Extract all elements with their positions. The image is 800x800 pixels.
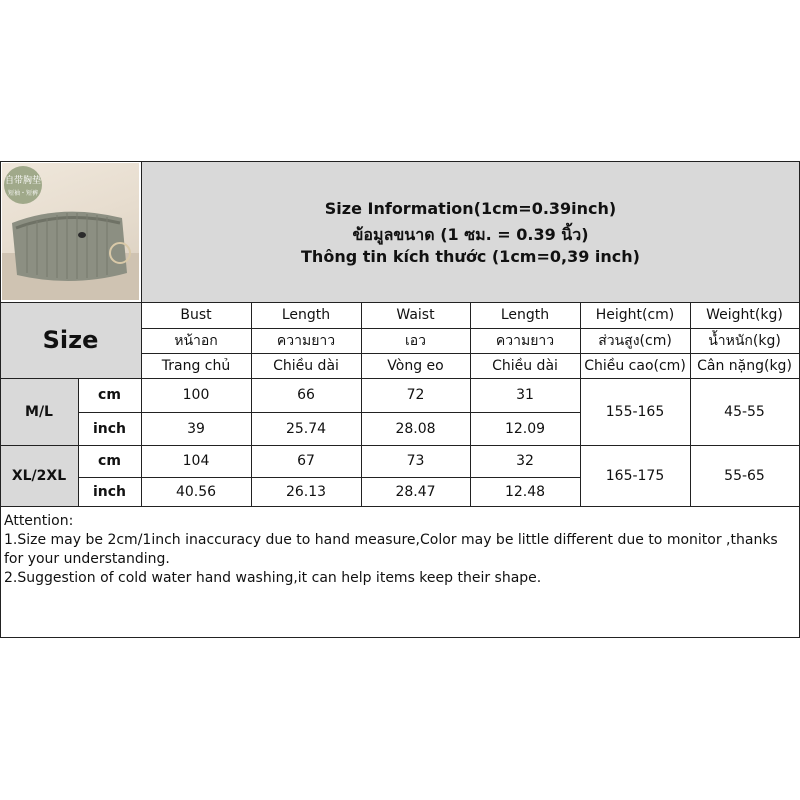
height-range: 165-175 [605,467,665,484]
unit-label-cm: cm [98,453,121,469]
badge-line-2: 短袖・短裤 [7,190,39,197]
col-header-vi: Cân nặng(kg) [697,357,792,374]
product-image-illustration [2,163,139,300]
col-header-en: Waist [396,307,435,323]
weight-range: 45-55 [724,403,765,420]
table-cell: 26.13 [285,483,327,500]
table-cell: 12.48 [504,483,546,500]
size-label: XL/2XL [11,467,67,484]
product-image [2,163,139,300]
table-cell: 72 [406,387,425,403]
unit-label-inch: inch [92,420,127,437]
table-cell: 31 [516,387,534,403]
title-en: Size Information(1cm=0.39inch) [324,199,617,218]
size-label: M/L [25,403,53,420]
badge-line-1: 自带胸垫 [4,176,42,186]
col-header-th: เอว [404,332,427,349]
col-header-en: Weight(kg) [706,307,783,323]
table-cell: 73 [406,453,425,469]
table-cell: 12.09 [504,420,546,437]
col-header-vi: Vòng eo [387,357,444,374]
col-header-en: Height(cm) [595,307,675,323]
col-header-en: Bust [180,307,212,323]
col-header-vi: Chiều dài [492,357,558,374]
height-range: 155-165 [605,403,665,420]
col-header-th: น้ำหนัก(kg) [708,332,781,349]
notes-line-2: 2.Suggestion of cold water hand washing,it can help items keep their shape. [4,570,542,586]
table-cell: 39 [187,420,205,437]
table-cell: 100 [182,387,210,403]
col-header-th: ความยาว [276,332,336,349]
col-header-th: ความยาว [495,332,555,349]
col-header-th: หน้าอก [174,332,218,349]
size-chart [0,161,800,638]
notes-heading: Attention: [4,513,74,529]
table-cell: 28.08 [395,420,436,437]
col-header-en: Length [281,307,331,323]
col-header-vi: Chiều dài [273,357,339,374]
attention-notes [4,512,796,588]
col-header-th: ส่วนสูง(cm) [598,332,672,349]
table-cell: 40.56 [175,483,217,500]
size-header: Size [42,326,99,354]
col-header-vi: Trang chủ [161,357,231,374]
table-cell: 67 [297,453,315,469]
col-header-vi: Chiều cao(cm) [584,357,686,374]
unit-label-inch: inch [92,483,127,500]
weight-range: 55-65 [724,467,765,484]
table-cell: 32 [516,453,534,469]
title-th: ข้อมูลขนาด (1 ซม. = 0.39 นิ้ว) [352,225,589,244]
table-cell: 25.74 [285,420,327,437]
notes-line-1: 1.Size may be 2cm/1inch inaccuracy due to hand measure,Color may be little different due to monitor ,thanks for your understanding. [4,532,778,567]
table-cell: 66 [297,387,315,403]
unit-label-cm: cm [98,387,121,403]
table-cell: 28.47 [395,483,436,500]
title-vi: Thông tin kích thước (1cm=0,39 inch) [301,247,640,266]
table-cell: 104 [182,453,210,469]
col-header-en: Length [500,307,550,323]
